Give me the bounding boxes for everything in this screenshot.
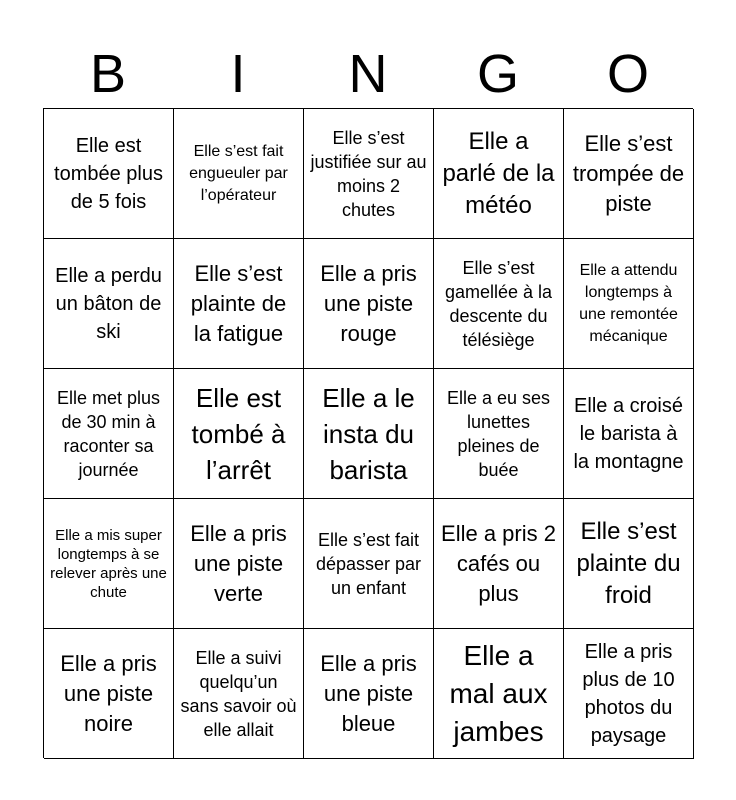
bingo-cell[interactable] <box>434 629 564 759</box>
bingo-cell[interactable] <box>44 629 174 759</box>
bingo-cell[interactable] <box>564 109 694 239</box>
cell-text: Elle s’est gamellée à la descente du télésiège <box>444 257 553 350</box>
cell-text: Elle s’est trompée de piste <box>572 130 685 216</box>
bingo-cell[interactable] <box>174 109 304 239</box>
bingo-cell[interactable] <box>564 499 694 629</box>
bingo-cell[interactable] <box>304 239 434 369</box>
header-letter-o: O <box>606 44 649 104</box>
cell-text: Elle a pris une piste rouge <box>320 260 417 346</box>
bingo-cell[interactable] <box>44 369 174 499</box>
bingo-cell[interactable] <box>564 629 694 759</box>
bingo-cell[interactable] <box>44 239 174 369</box>
bingo-cell[interactable] <box>434 369 564 499</box>
cell-text: Elle a suivi quelqu’un sans savoir où elle allait <box>180 647 297 740</box>
bingo-cell[interactable] <box>434 239 564 369</box>
bingo-cell[interactable] <box>174 629 304 759</box>
bingo-cell[interactable] <box>434 109 564 239</box>
cell-text: Elle met plus de 30 min à raconter sa journée <box>56 387 161 480</box>
bingo-cell[interactable] <box>564 239 694 369</box>
cell-text: Elle a perdu un bâton de ski <box>55 264 162 343</box>
bingo-cell[interactable] <box>174 369 304 499</box>
cell-text: Elle a pris une piste bleue <box>320 650 417 736</box>
cell-text: Elle est tombée plus de 5 fois <box>54 134 163 213</box>
bingo-cell[interactable] <box>564 369 694 499</box>
cell-text: Elle a parlé de la météo <box>442 127 555 219</box>
bingo-grid <box>43 108 693 758</box>
cell-text: Elle s’est fait engueuler par l’opérateur <box>189 142 288 204</box>
bingo-cell[interactable] <box>304 369 434 499</box>
bingo-header <box>43 40 693 108</box>
cell-text: Elle s’est plainte de la fatigue <box>190 260 287 346</box>
bingo-cell[interactable] <box>174 239 304 369</box>
cell-text: Elle s’est fait dépasser par un enfant <box>315 529 422 598</box>
header-letter-n: N <box>348 44 388 104</box>
bingo-cell[interactable] <box>44 499 174 629</box>
cell-text: Elle a attendu longtemps à une remontée mécanique <box>579 261 678 345</box>
cell-text: Elle a le insta du barista <box>322 382 415 485</box>
cell-text: Elle s’est plainte du froid <box>576 517 681 609</box>
cell-text: Elle est tombé à l’arrêt <box>191 382 286 485</box>
cell-text: Elle a pris une piste verte <box>190 520 287 606</box>
cell-text: Elle a mal aux jambes <box>449 639 548 747</box>
bingo-cell[interactable] <box>44 109 174 239</box>
header-letter-g: G <box>476 44 519 104</box>
header-letter-b: B <box>89 44 127 104</box>
bingo-cell[interactable] <box>174 499 304 629</box>
cell-text: Elle s’est justifiée sur au moins 2 chutes <box>310 127 427 220</box>
bingo-cell[interactable] <box>304 499 434 629</box>
header-letter-i: I <box>230 44 246 104</box>
bingo-cell[interactable] <box>304 109 434 239</box>
cell-text: Elle a pris plus de 10 photos du paysage <box>582 640 675 747</box>
bingo-cell[interactable] <box>434 499 564 629</box>
cell-text: Elle a eu ses lunettes pleines de buée <box>446 387 551 480</box>
cell-text: Elle a croisé le barista à la montagne <box>573 394 684 473</box>
bingo-cell[interactable] <box>304 629 434 759</box>
cell-text: Elle a mis super longtemps à se relever après une chute <box>50 526 167 601</box>
cell-text: Elle a pris une piste noire <box>60 650 157 736</box>
cell-text: Elle a pris 2 cafés ou plus <box>441 520 556 606</box>
